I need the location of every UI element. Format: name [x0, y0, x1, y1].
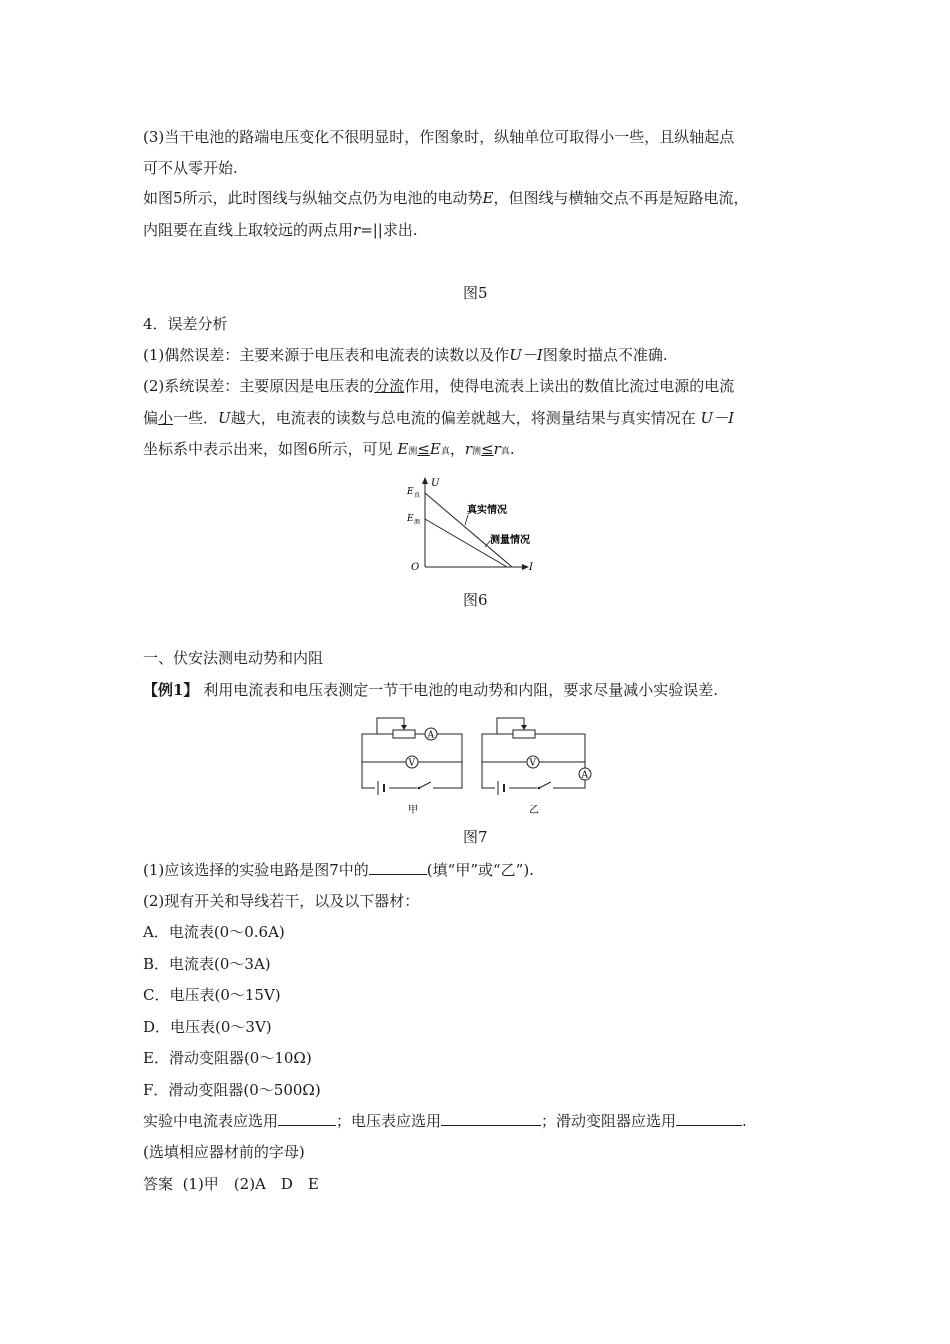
option-d: D．电压表(0～3V)	[143, 1018, 272, 1036]
figure-6-diagram	[395, 475, 555, 575]
option-e: E．滑动变阻器(0～10Ω)	[143, 1049, 312, 1067]
origin-label: O	[411, 562, 420, 573]
axis-i-label: I	[529, 562, 533, 573]
text: 一些．	[173, 409, 219, 427]
selection-line	[143, 1111, 747, 1131]
section-heading: 一、伏安法测电动势和内阻	[143, 649, 324, 667]
option-a: A．电流表(0～0.6A)	[143, 923, 285, 941]
switch-pivot	[538, 787, 541, 790]
subscript: 真	[440, 447, 450, 457]
rheostat-answer-blank[interactable]	[676, 1111, 742, 1126]
accidental-error-line	[143, 345, 668, 365]
option-f: F．滑动变阻器(0～500Ω)	[143, 1081, 321, 1099]
answer-blank[interactable]	[369, 860, 427, 875]
symbol-r: r	[493, 440, 501, 458]
text: ；电压表应选用	[336, 1112, 442, 1130]
subscript: 测	[472, 447, 482, 457]
label-pointer	[465, 515, 468, 525]
question-2: (2)现有开关和导线若干，以及以下器材：	[143, 892, 420, 910]
figure-6-caption: 图6	[463, 591, 488, 609]
paragraph-3-line-2: 可不从零开始.	[143, 159, 238, 177]
example-tag: 【例1】	[143, 681, 199, 699]
paragraph-3-line-1: (3)当干电池的路端电压变化不很明显时，作图象时，纵轴单位可取得小一些，且纵轴起点	[143, 128, 735, 146]
text: 坐标系中表示出来，如图6所示，可见	[143, 440, 393, 458]
answer-line	[143, 1174, 319, 1194]
symbol-E: E	[429, 440, 441, 458]
ammeter-answer-blank[interactable]	[278, 1111, 336, 1126]
answer-value: (1)甲 (2)A D E	[182, 1175, 319, 1193]
circuit-yi-label: 乙	[529, 805, 539, 816]
text: ；滑动变阻器应选用	[541, 1112, 677, 1130]
underlined-text: 小	[158, 409, 174, 427]
axis-u-label: U	[431, 478, 440, 489]
system-error-line-2	[143, 408, 734, 428]
text: 越大，电流表的读数与总电流的偏差就越大，将测量结果与真实情况在	[230, 409, 696, 427]
e-true-sub: 真	[414, 492, 421, 499]
text: 实验中电流表应选用	[143, 1112, 279, 1130]
text: .	[509, 440, 515, 458]
e-meas-label: E	[407, 514, 414, 524]
system-error-line-1	[143, 376, 734, 396]
underlined-text: 分流	[374, 377, 405, 395]
symbol-E: E	[397, 440, 409, 458]
switch-pivot	[418, 787, 421, 790]
paragraph-fig5-line-2	[143, 220, 418, 240]
circuit-yi	[482, 718, 591, 816]
text: ，但图线与横轴交点不再是短路电流，	[493, 189, 749, 207]
text: 作用，使得电流表上读出的数值比流过电源的电流	[404, 377, 735, 395]
measured-curve-label: 测量情况	[490, 535, 530, 546]
system-error-line-3	[143, 439, 515, 462]
figure-5-caption: 图5	[463, 284, 488, 302]
figure-7-caption: 图7	[463, 828, 488, 846]
text: (1)偶然误差：主要来源于电压表和电流表的读数以及作	[143, 346, 510, 364]
text: (2)系统误差：主要原因是电压表的	[143, 377, 375, 395]
leq-sign: ≤	[481, 440, 494, 458]
subscript: 真	[500, 447, 510, 457]
error-analysis-heading: 4．误差分析	[143, 315, 228, 333]
example-text: 利用电流表和电压表测定一节干电池的电动势和内阻，要求尽量减小实验误差.	[203, 681, 718, 699]
symbol-UI: U－I	[700, 409, 735, 427]
ammeter-label: A	[427, 730, 434, 741]
leq-sign: ≤	[417, 440, 430, 458]
answer-label: 答案	[143, 1175, 174, 1193]
text: 图象时描点不准确.	[542, 346, 668, 364]
e-meas-sub: 测	[414, 519, 421, 526]
symbol-U: U	[218, 409, 231, 427]
voltmeter-label: V	[529, 758, 536, 769]
rheostat-icon	[513, 730, 535, 738]
figure-7-circuits	[355, 712, 605, 822]
text: 如图5所示，此时图线与纵轴交点仍为电池的电动势	[143, 189, 483, 207]
symbol-r: r	[353, 221, 361, 239]
u-axis-arrow-icon	[422, 477, 428, 484]
rheostat-icon	[393, 730, 415, 738]
text: 内阻要在直线上取较远的两点用	[143, 221, 354, 239]
subscript: 测	[408, 447, 418, 457]
circuit-jia	[362, 718, 462, 816]
text: 偏	[143, 409, 159, 427]
example-1	[143, 680, 718, 700]
ammeter-label: A	[581, 770, 588, 781]
symbol-E: E	[482, 189, 494, 207]
e-true-label: E	[407, 487, 414, 497]
selection-hint: (选填相应器材前的字母)	[143, 1143, 305, 1161]
text: ，	[449, 440, 465, 458]
text: (1)应该选择的实验电路是图7中的	[143, 861, 369, 879]
text: =||求出.	[360, 221, 418, 239]
voltmeter-label: V	[408, 758, 415, 769]
option-b: B．电流表(0～3A)	[143, 955, 271, 973]
symbol-UI: U－I	[509, 346, 543, 364]
slider-arrow-icon	[521, 725, 527, 730]
circuit-jia-label: 甲	[408, 805, 418, 816]
question-1	[143, 860, 534, 880]
true-curve-label: 真实情况	[467, 505, 507, 516]
text: (填“甲”或“乙”).	[426, 861, 534, 879]
paragraph-fig5-line-1	[143, 188, 749, 208]
text: .	[742, 1112, 747, 1130]
option-c: C．电压表(0～15V)	[143, 986, 281, 1004]
voltmeter-answer-blank[interactable]	[441, 1111, 541, 1126]
battery-gap	[375, 782, 389, 794]
battery-gap	[495, 782, 509, 794]
symbol-r: r	[464, 440, 473, 458]
slider-arrow-icon	[401, 725, 407, 730]
i-axis-arrow-icon	[522, 564, 529, 570]
